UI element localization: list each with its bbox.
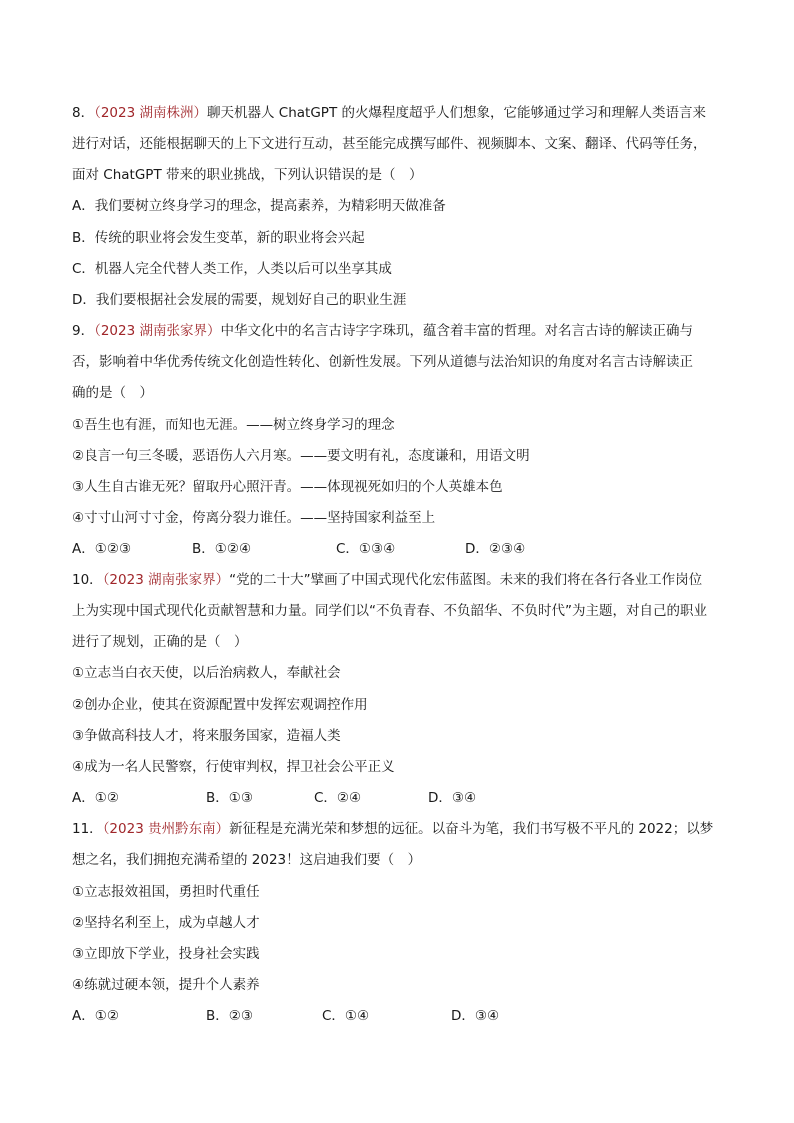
question-number: 11．: [72, 821, 103, 837]
question-9-item-2: ②良言一句三冬暖，恶语伤人六月寒。——要文明有礼，态度谦和，用语文明: [72, 448, 530, 464]
option-d: D．②③④: [465, 541, 526, 557]
question-source: （2023 贵州黔东南）: [102, 821, 230, 837]
question-11-item-2: ②坚持名利至上，成为卓越人才: [72, 915, 260, 931]
option-b: B．②③: [206, 1008, 253, 1024]
question-9-line-3: 确的是（ ）: [72, 385, 153, 401]
question-11-item-4: ④练就过硬本领，提升个人素养: [72, 977, 260, 993]
question-source: （2023 湖南张家界）: [94, 323, 221, 339]
option-b: B．①②④: [192, 541, 252, 557]
question-10-item-4: ④成为一名人民警察，行使审判权，捍卫社会公平正义: [72, 759, 395, 775]
question-10-item-3: ③争做高科技人才，将来服务国家，造福人类: [72, 728, 341, 744]
option-a: A．①②③: [72, 541, 132, 557]
question-9-item-4: ④寸寸山河寸寸金，侉离分裂力谁任。——坚持国家利益至上: [72, 510, 436, 526]
question-8-line-1: 8．（2023 湖南株洲）聊天机器人 ChatGPT 的火爆程度超乎人们想象，它能够通过学习和理解人类语言来: [72, 105, 706, 121]
question-11-item-3: ③立即放下学业，投身社会实践: [72, 946, 260, 962]
question-10-item-1: ①立志当白衣天使，以后治病救人，奉献社会: [72, 665, 341, 681]
question-source: （2023 湖南张家界）: [102, 572, 230, 588]
question-10-line-2: 上为实现中国式现代化贡献智慧和力量。同学们以“不负青春、不负韶华、不负时代”为主题，对自己的职业: [72, 603, 707, 619]
question-8-line-3: 面对 ChatGPT 带来的职业挑战，下列认识错误的是（ ）: [72, 167, 423, 183]
question-11-item-1: ①立志报效祖国，勇担时代重任: [72, 884, 260, 900]
question-number: 10．: [72, 572, 103, 588]
option-c: C．①④: [322, 1008, 370, 1024]
question-8-option-a: A．我们要树立终身学习的理念，提高素养，为精彩明天做准备: [72, 198, 446, 214]
question-9-line-1: 9．（2023 湖南张家界）中华文化中的名言古诗字字珠玑，蕴含着丰富的哲理。对名言古诗的解读正确与: [72, 323, 693, 339]
question-8-line-2: 进行对话，还能根据聊天的上下文进行互动，甚至能完成撰写邮件、视频脚本、文案、翻译、代码等任务，: [72, 136, 707, 152]
option-b: B．①③: [206, 790, 253, 806]
question-number: 9．: [72, 323, 95, 339]
question-10-line-3: 进行了规划，正确的是（ ）: [72, 634, 248, 650]
option-d: D．③④: [428, 790, 477, 806]
option-a: A．①②: [72, 790, 119, 806]
question-9-item-1: ①吾生也有涯，而知也无涯。——树立终身学习的理念: [72, 417, 395, 433]
option-c: C．①③④: [336, 541, 396, 557]
question-number: 8．: [72, 105, 95, 121]
option-a: A．①②: [72, 1008, 119, 1024]
option-c: C．②④: [314, 790, 362, 806]
question-8-option-b: B．传统的职业将会发生变革，新的职业将会兴起: [72, 230, 365, 246]
option-d: D．③④: [451, 1008, 500, 1024]
question-10-item-2: ②创办企业，使其在资源配置中发挥宏观调控作用: [72, 697, 368, 713]
question-11-line-1: 11．（2023 贵州黔东南）新征程是充满光荣和梦想的远征。以奋斗为笔，我们书写极不平凡的 2022；以梦: [72, 821, 714, 837]
question-9-line-2: 否，影响着中华优秀传统文化创造性转化、创新性发展。下列从道德与法治知识的角度对名言古诗解读正: [72, 354, 693, 370]
question-10-line-1: 10．（2023 湖南张家界）“党的二十大”擘画了中国式现代化宏伟蓝图。未来的我们将在各行各业工作岗位: [72, 572, 703, 588]
question-9-item-3: ③人生自古谁无死？留取丹心照汗青。——体现视死如归的个人英雄本色: [72, 479, 503, 495]
question-source: （2023 湖南株洲）: [94, 105, 207, 121]
question-8-option-c: C．机器人完全代替人类工作，人类以后可以坐享其成: [72, 261, 392, 277]
question-11-line-2: 想之名，我们拥抱充满希望的 2023！这启迪我们要（ ）: [72, 852, 422, 868]
question-8-option-d: D．我们要根据社会发展的需要，规划好自己的职业生涯: [72, 292, 407, 308]
